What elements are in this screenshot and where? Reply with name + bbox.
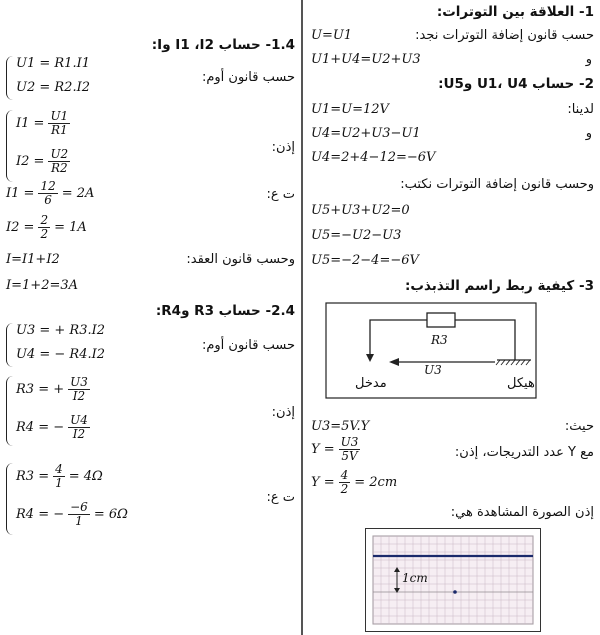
- fraction-denominator: 5V: [341, 448, 358, 463]
- s2-text: وحسب قانون إضافة التوترات نكتب:: [400, 177, 594, 192]
- s14-ohm: حسب قانون أوم:: [201, 70, 295, 85]
- fraction-numerator: U3: [70, 375, 88, 389]
- s14-n2: [6, 214, 87, 240]
- s2-eq2: U4=U2+U3−U1: [311, 126, 421, 141]
- s2-eq5: U5=−U2−U3: [311, 228, 402, 243]
- s14-e4: I=1+2=3A: [6, 278, 79, 293]
- circuit-ground-label: هيكل: [507, 376, 535, 391]
- input-arrow-head: [366, 354, 374, 362]
- fraction-denominator: 2: [40, 226, 49, 241]
- s1-and: و: [585, 52, 592, 67]
- s3-eq3: [311, 469, 397, 495]
- formula-fraction: [68, 414, 90, 440]
- s24-v4: [16, 501, 128, 527]
- s3-where: حيث:: [564, 419, 594, 434]
- u3-arrow-head: [389, 358, 399, 366]
- formula-lhs: R3 =: [16, 468, 50, 484]
- fraction-numerator: U1: [50, 109, 69, 123]
- circuit-u3-label: U3: [424, 363, 442, 377]
- s24-ohm: حسب قانون أوم:: [201, 338, 295, 353]
- fraction-numerator: −6: [70, 500, 88, 514]
- formula-lhs: I2 =: [16, 153, 45, 169]
- s14-i1-formula: [16, 110, 70, 136]
- formula-rhs: = 4Ω: [68, 468, 103, 484]
- oscilloscope-screen: [365, 528, 541, 632]
- fraction-numerator: 12: [40, 179, 56, 193]
- circuit-wire-right: [455, 320, 515, 360]
- formula-fraction: [38, 214, 50, 240]
- circuit-wire-left: [370, 320, 427, 360]
- formula-rhs: = 1A: [54, 219, 87, 235]
- column-divider: [301, 0, 303, 635]
- formula-rhs: = 6Ω: [93, 506, 128, 522]
- s1-eq2: U1+U4=U2+U3: [311, 52, 421, 67]
- fraction-denominator: 1: [55, 475, 63, 490]
- section-2-title: 2- حساب U1، U4 وU5:: [438, 76, 594, 92]
- s14-e1: U1 = R1.I1: [16, 56, 90, 71]
- formula-fraction: [53, 463, 65, 489]
- s24-na: ت ع:: [266, 490, 295, 505]
- s3-conclusion: إذن الصورة المشاهدة هي:: [450, 505, 594, 520]
- s14-na: ت ع:: [266, 187, 295, 202]
- s3-with-text: مع Y عدد التدريجات، إذن:: [454, 445, 594, 460]
- formula-lhs: R4 = −: [16, 506, 65, 522]
- fraction-numerator: 4: [340, 468, 349, 482]
- s24-e1: U3 = + R3.I2: [16, 323, 106, 338]
- formula-lhs: I1 =: [6, 185, 35, 201]
- s3-eq2-fraction: [339, 436, 361, 462]
- formula-fraction: [48, 148, 70, 174]
- s14-node: وحسب قانون العقد:: [186, 252, 295, 267]
- fraction-denominator: 6: [44, 192, 52, 207]
- fraction-numerator: U4: [70, 413, 88, 427]
- fraction-numerator: U2: [50, 147, 69, 161]
- s24-r3-formula: [16, 376, 90, 402]
- fraction-numerator: 4: [55, 462, 63, 476]
- s2-eq4: U5+U3+U2=0: [311, 203, 410, 218]
- section-1-4-title: 1.4- حساب I1 ،I2 وI:: [151, 37, 295, 53]
- s14-brace-2: [6, 110, 13, 182]
- fraction-numerator: U3: [340, 435, 359, 449]
- s14-e2: U2 = R2.I2: [16, 80, 90, 95]
- s24-so: إذن:: [271, 405, 295, 420]
- s24-brace-1: [6, 323, 13, 367]
- resistor-r3: [427, 313, 455, 327]
- s24-brace-2: [6, 376, 13, 446]
- formula-fraction: [48, 110, 70, 136]
- fraction-denominator: R1: [50, 122, 68, 137]
- s24-e2: U4 = − R4.I2: [16, 347, 106, 362]
- fraction-denominator: 1: [75, 513, 83, 528]
- ground-hatching: [496, 360, 530, 365]
- formula-fraction: [38, 180, 57, 206]
- fraction-denominator: 2: [340, 481, 349, 496]
- s24-r4-formula: [16, 414, 90, 440]
- s14-brace-1: [6, 56, 13, 100]
- s24-brace-3: [6, 463, 13, 535]
- s24-v3: [16, 463, 103, 489]
- section-3-title: 3- كيفية ربط راسم التذبذب:: [405, 278, 594, 294]
- formula-lhs: I1 =: [16, 115, 45, 131]
- center-dot: [453, 590, 457, 594]
- scope-scale-label: 1cm: [402, 571, 428, 585]
- fraction-denominator: I2: [72, 388, 86, 403]
- s14-n1: [6, 180, 94, 206]
- fraction-denominator: I2: [72, 426, 86, 441]
- s14-i2-formula: [16, 148, 70, 174]
- s2-eq6: U5=−2−4=−6V: [311, 253, 419, 268]
- fraction-numerator: 2: [40, 213, 49, 227]
- circuit-r3-label: R3: [431, 333, 448, 347]
- s3-eq2: [311, 436, 360, 462]
- s1-eq1: U=U1: [311, 28, 353, 43]
- formula-lhs: I2 =: [6, 219, 35, 235]
- s14-e3: I=I1+I2: [6, 252, 60, 267]
- s3-eq3-lhs: Y =: [311, 474, 335, 490]
- formula-lhs: R4 = −: [16, 419, 65, 435]
- s2-eq1: U1=U=12V: [311, 102, 389, 117]
- s3-eq1: U3=5V.Y: [311, 419, 370, 434]
- formula-fraction: [68, 501, 90, 527]
- s14-so: إذن:: [271, 140, 295, 155]
- formula-rhs: = 2A: [61, 185, 95, 201]
- formula-lhs: R3 = +: [16, 381, 65, 397]
- formula-fraction: [68, 376, 90, 402]
- section-2-4-title: 2.4- حساب R3 وR4:: [155, 303, 295, 319]
- s2-and: و: [585, 126, 592, 141]
- s1-text: حسب قانون إضافة التوترات نجد:: [415, 28, 594, 43]
- s2-eq3: U4=2+4−12=−6V: [311, 150, 436, 165]
- s3-eq3-rhs: = 2cm: [354, 474, 398, 490]
- s3-eq2-lhs: Y =: [311, 441, 335, 457]
- s2-have: لدينا:: [567, 102, 594, 117]
- circuit-input-label: مدخل: [355, 376, 387, 391]
- s3-eq3-fraction: [339, 469, 351, 495]
- section-1-title: 1- العلاقة بين التوترات:: [436, 4, 594, 20]
- fraction-denominator: R2: [50, 160, 68, 175]
